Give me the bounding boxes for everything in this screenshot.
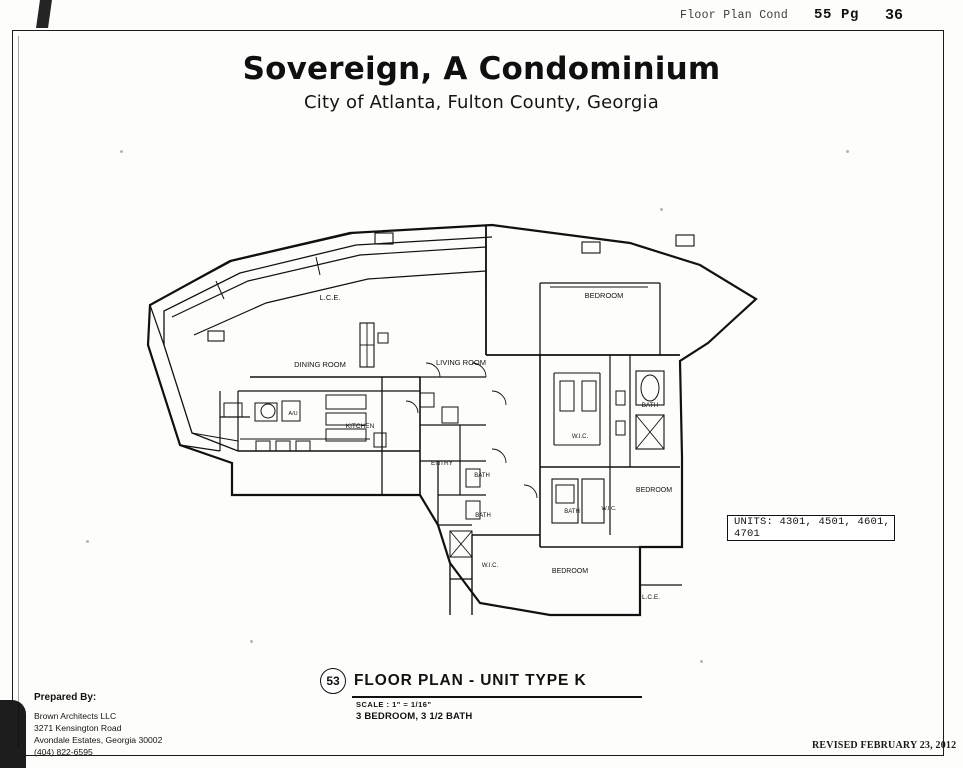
room-label: BATH <box>641 402 659 409</box>
header-doc-label: Floor Plan Cond <box>680 8 789 22</box>
room-label: W.I.C. <box>601 506 617 512</box>
page-header <box>680 4 955 26</box>
prepared-by-phone: (404) 822-6595 <box>34 746 93 757</box>
sheet-label-rule <box>352 696 642 698</box>
sheet-number-bubble: 53 <box>320 668 346 694</box>
room-label: BEDROOM <box>584 291 624 300</box>
revised-note: REVISED FEBRUARY 23, 2012 <box>812 740 957 751</box>
units-callout-text: UNITS: 4301, 4501, 4601, 4701 <box>734 516 891 540</box>
room-label: W.I.C. <box>571 434 589 440</box>
floor-plan-drawing <box>120 195 820 635</box>
room-label: BATH <box>475 513 491 519</box>
header-page-number: 36 <box>885 6 904 24</box>
prepared-by-firm: Brown Architects LLC <box>34 711 117 721</box>
room-label: L.C.E. <box>641 594 661 601</box>
page-subtitle: City of Atlanta, Fulton County, Georgia <box>303 92 659 114</box>
title-block <box>0 52 963 113</box>
sheet-label-block <box>320 668 650 722</box>
room-label: KITCHEN <box>345 423 375 430</box>
prepared-by-heading: Prepared By: <box>34 692 97 703</box>
prepared-by-city: Avondale Estates, Georgia 30002 <box>34 734 163 745</box>
room-label: BEDROOM <box>551 568 589 575</box>
room-label: L.C.E. <box>319 293 341 302</box>
page-title: Sovereign, A Condominium <box>242 51 721 87</box>
room-label: LIVING ROOM <box>435 358 487 367</box>
room-label: A/U <box>288 411 298 417</box>
room-labels <box>288 291 672 601</box>
room-label: W.I.C. <box>481 563 499 569</box>
room-label: BATH <box>474 473 490 479</box>
prepared-by-street: 3271 Kensington Road <box>34 722 122 733</box>
prepared-by-block <box>34 692 244 758</box>
room-label: DINING ROOM <box>294 360 346 369</box>
sheet-plan-name: FLOOR PLAN - UNIT TYPE K <box>354 672 587 689</box>
units-callout <box>727 515 895 541</box>
sheet-bedroom-count: 3 BEDROOM, 3 1/2 BATH <box>356 711 473 722</box>
scan-artifact-top-left <box>36 0 52 28</box>
sheet-scale: SCALE : 1" = 1/16" <box>356 700 432 709</box>
header-page-label: 55 Pg <box>814 7 860 23</box>
room-label: BATH <box>564 509 580 515</box>
room-label: ENTRY <box>431 460 453 467</box>
room-label: BEDROOM <box>635 487 673 494</box>
